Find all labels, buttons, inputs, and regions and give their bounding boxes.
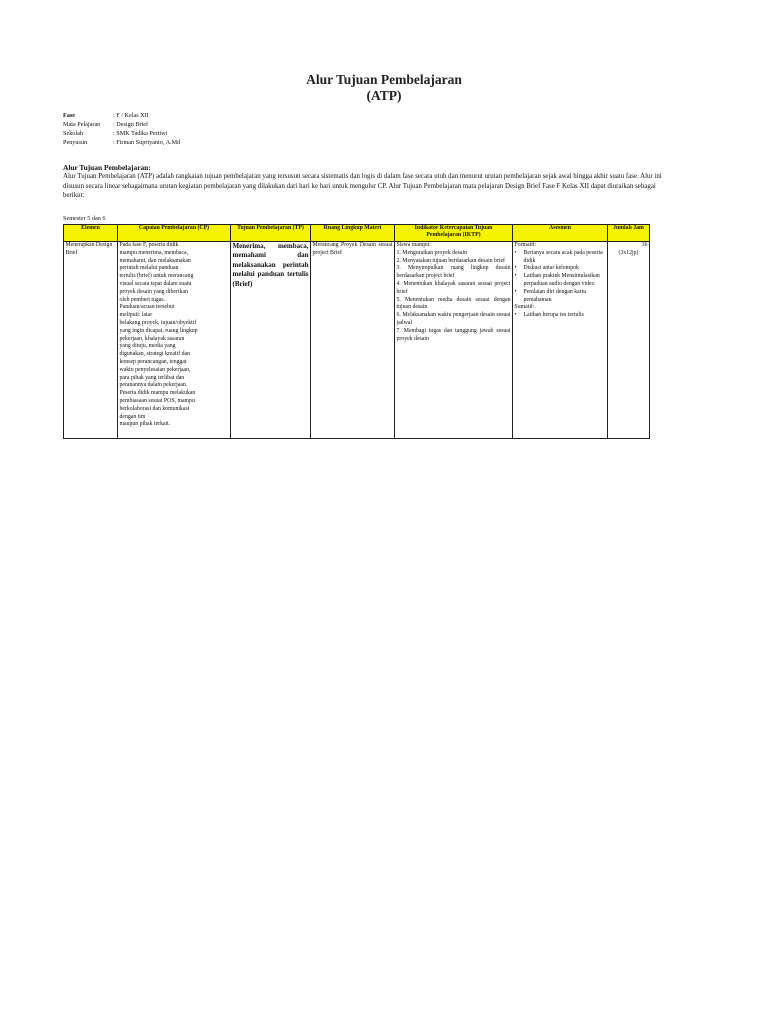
meta-row-sekolah [63,129,180,138]
page-subtitle: (ATP) [366,88,402,103]
asesmen-item-text: Penilaian diri dengan kartu pemahaman [523,288,587,303]
cp-line: perintah melalui panduan [119,265,179,272]
asesmen-item [515,273,606,289]
cell-elemen: Menerapkan Design Brief [64,242,118,439]
meta-row-fase [63,111,180,120]
bullet-icon: • [514,265,517,272]
cp-line: Panduan/acuan tersebut [119,304,175,311]
iktp-item: 7. Membagi tugas dan tanggung jawab sesuai proyek desain [396,327,511,342]
cp-line: konsep perancangan, tenggat [119,358,187,365]
header-asesmen: Asesmen [513,225,608,242]
cp-line: Peserta didik mampu melakukan [119,390,196,397]
page-title: Alur Tujuan Pembelajaran [306,72,462,87]
cell-tp: Menerima, membaca, memahami dan melaksanakan perintah melalui panduan tertulis (Brief) [231,242,311,439]
cell-materi: Merancang Proyek Desain sesuai project Brief [311,242,395,439]
cp-line: pembiasaan sesuai POS, mampu [119,397,195,404]
cell-iktp [395,242,513,439]
meta-value: : SMK Tadika Pertiwi [113,130,168,137]
meta-label: Mata Pelajaran [63,121,101,128]
asesmen-item-text: Bertanya secara acak pada peserta didik [523,249,603,264]
iktp-item: 6. Melaksanakan waktu pengerjaan desain sesuai jadwal [396,312,511,326]
cp-line: waktu penyelesaian pekerjaan, [119,366,191,373]
cp-line: tertulis (brief) untuk merancang [119,273,194,280]
asesmen-item [515,265,606,273]
header-elemen: Elemen [64,225,118,242]
cp-line: visual secara tepat dalam suatu [119,280,192,287]
iktp-item: 5. Menentukan media desain sesuai dengan tujuan desain [396,296,511,311]
jam-total: 36 [641,242,648,248]
meta-label: Penyusun [63,139,88,146]
iktp-item: 2. Menyatakan tujuan berdasarkan desain brief [396,257,505,264]
cp-line: para pihak yang terlibat dan [119,374,185,381]
cp-line: digunakan, strategi kreatif dan [119,351,191,358]
cp-line: oleh pemberi tugas. [119,296,166,303]
iktp-intro: Siswa mampu: [396,242,431,248]
asesmen-formatif-label: Formatif: [514,242,537,248]
asesmen-item-text: Diskusi antar kelompok [523,265,579,272]
cp-text [120,242,229,429]
cp-line: meliputi: latar [119,312,153,319]
jam-detail: (3x12jp) [618,249,639,256]
meta-value: : Firman Supriyanto, A.Md [113,139,181,146]
section-heading: Alur Tujuan Pembelajaran: [63,163,151,172]
table-row [64,242,650,439]
header-iktp: Indikator Ketercapaian Tujuan Pembelajaran (IKTP) [395,225,513,242]
asesmen-sumatif-label: Sumatif: [514,304,535,311]
iktp-item: 3. Menyimpulkan ruang lingkup desain berdasarkan project brief [396,265,511,280]
cp-line: berkolaborasi dan komunikasi [119,405,190,412]
cp-line: memahami, dan melaksanakan [119,257,191,264]
iktp-item: 1. Menguraikan proyek desain [396,249,468,256]
meta-value: : Design Brief [113,121,149,128]
meta-label: Sekolah [63,130,83,137]
bullet-icon: • [514,249,517,256]
cp-line: mampu menerima, membaca, [119,249,189,256]
asesmen-item [515,312,606,320]
header-materi: Ruang Lingkup Materi [311,225,395,242]
meta-label: Fase [63,112,76,119]
cell-jam [608,242,650,439]
cp-line: Pada fase F, peserta didik [119,242,179,248]
cp-line: dengan tim [119,413,146,420]
cell-asesmen [513,242,608,439]
asesmen-item [515,289,606,305]
cp-line: maupun pihak terkait. [119,421,171,428]
bullet-icon: • [514,288,517,295]
cp-line: peranannya dalam pekerjaan. [119,382,188,389]
semester-label: Semester 5 dan 6 [63,215,106,222]
cp-line: belakang proyek, tujuan/obyektif [119,319,197,326]
iktp-item: 4. Menentukan khalayak sasaran sesuai project brief [396,280,511,295]
header-tp: Tujuan Pembelajaran (TP) [231,225,311,242]
cp-line: yang ingin dicapai, ruang lingkup [119,327,198,334]
iktp-list [397,250,511,344]
meta-row-mapel [63,120,180,129]
asesmen-item [515,250,606,266]
meta-row-penyusun [63,138,180,147]
bullet-icon: • [514,312,517,319]
sumatif-list [515,312,606,320]
header-cp: Capaian Pembelajaran (CP) [118,225,231,242]
formatif-list [515,250,606,305]
asesmen-item-text: Latihan praktek Mensimulasikan perpaduan audio dengan video [523,273,600,287]
atp-table [63,224,650,439]
meta-value: : F / Kelas XII [113,112,149,119]
cp-line: yang dituju, media yang [119,343,176,350]
intro-paragraph: Alur Tujuan Pembelajaran (ATP) adalah rangkaian tujuan pembelajaran yang tersusun secara sistematis dan logis di dalam fase secara utuh dan menurut urutan pembelajaran sejak awal hingga akhir suatu fase. Alur ini disusun secara linear sebagaimana urutan kegiatan pembelajaran yang dilakukan dari hari ke hari untuk mengulur CP. Alur Tujuan Pembelajaran mata pelajaran Design Brief Fase F Kelas XII dapat diuraikan sebagai berikut: [63,173,662,200]
table-header-row [64,225,650,242]
cp-line: proyek desain yang diberikan [119,288,188,295]
asesmen-item-text: Latihan berupa tes tertulis [523,312,584,319]
header-jam: Jumlah Jam [608,225,650,242]
bullet-icon: • [514,273,517,280]
cp-line: pekerjaan, khalayak sasaran [119,335,185,342]
cell-cp [118,242,231,439]
document-meta [63,111,180,147]
